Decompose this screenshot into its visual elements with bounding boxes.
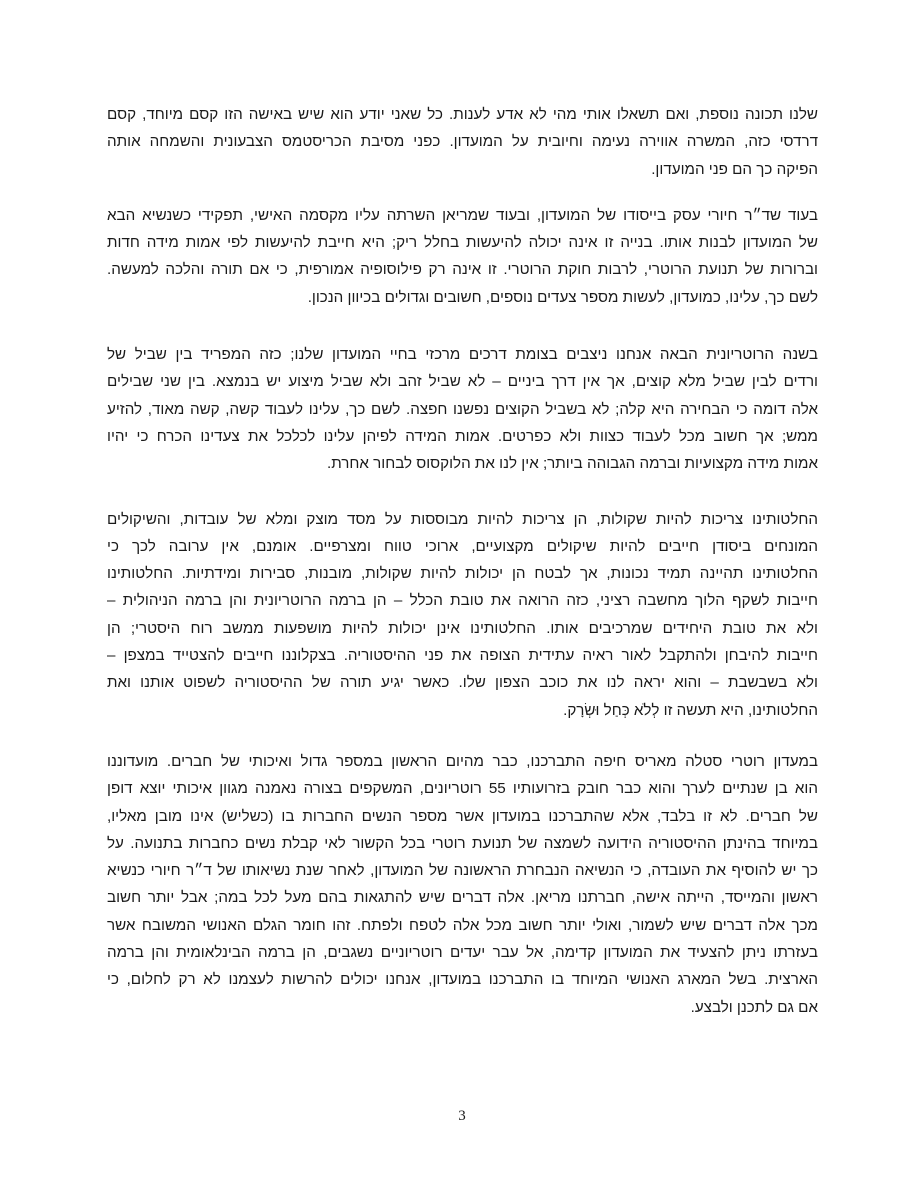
text-line: אמות מידה מקצועיות וברמה הגבוהה ביותר; אין לנו את הלוקסוס לבחור אחרת. [327, 455, 818, 473]
text-line: חייבות לשקף הלוך מחשבה רציני, כזה הרואה את טובת הכלל – הן ברמה הרוטריונית והן ברמה הניהולית – [107, 592, 818, 610]
text-line: החלטותינו צריכות להיות שקולות, הן צריכות להיות מבוססות על מסד מוצק ומלא של עובדות, והשיקולים [107, 510, 818, 528]
text-line: שלנו תכונה נוספת, ואם תשאלו אותי מהי לא אדע לענות. כל שאני יודע הוא שיש באישה הזו קסם מיוחד, קסם [107, 106, 818, 123]
text-line: מכך אלה דברים שיש לשמור, ואולי יותר חשוב מכל אלה לטפח ולפתח. זהו חומר הגלם האנושי המשובח אשר [107, 916, 818, 934]
text-line: בשנה הרוטריונית הבאה אנחנו ניצבים בצומת דרכים מרכזי בחיי המועדון שלנו; כזה המפריד בין שביל של [107, 346, 818, 364]
paragraph [107, 202, 818, 311]
text-line: לשם כך, עלינו, כמועדון, לעשות מספר צעדים נוספים, חשובים וגדולים בכיוון הנכון. [307, 288, 818, 306]
paragraph [107, 748, 818, 1021]
text-line: החלטותינו תהיינה תמיד נכונות, אך לבטח הן יכולות להיות שקולות, מובנות, סבירות ומידתיות. החלטותינו [107, 565, 818, 583]
document-page [107, 101, 818, 1040]
text-line: כך יש להוסיף את העובדה, כי הנשיאה הנבחרת הראשונה של המועדון, לאחר שנת נשיאותו של ד״ר חיורי כנשיא [107, 862, 818, 880]
paragraph [107, 101, 818, 183]
paragraph [107, 341, 818, 477]
page-number: 3 [458, 1108, 466, 1124]
text-line: ממש; אך חשוב מכל לעבוד כצוות ולא כפרטים. אמות המידה לפיהן עלינו לכלכל את צעדינו הכרח כי יהיו [107, 427, 818, 445]
text-line: ולא בשבשבת – והוא יראה לנו את כוכב הצפון שלו. כאשר יגיע תורה של ההיסטוריה לשפוט אותנו ואת [107, 674, 818, 692]
text-line: במעדון רוטרי סטלה מאריס חיפה התברכנו, כבר מהיום הראשון במספר גדול ואיכותי של חברים. מועדוננו [107, 752, 818, 770]
text-line: בעוד שד״ר חיורי עסק בייסודו של המועדון, ובעוד שמריאן השרתה עליו מקסמה האישי, תפקידי כשנשיא הבא [107, 206, 818, 224]
paragraph [107, 506, 818, 724]
text-line: הארצית. בשל המארג האנושי המיוחד בו התברכנו במועדון, אנחנו יכולים להרשות לעצמנו לא רק לחלום, כי [107, 971, 818, 989]
text-line: של המועדון לבנות אותו. בנייה זו אינה יכולה להיעשות בחלל ריק; היא חייבת להיעשות לפי אמות מידה חדות [107, 234, 818, 252]
text-line: דרדסי כזה, המשרה אווירה נעימה וחיובית על המועדון. כפני מסיבת הכריסטמס הצבעונית והשמחה אותה [107, 133, 818, 151]
text-line: בעזרתו ניתן להצעיד את המועדון קדימה, אל עבר יעדים רוטריוניים נשגבים, הן ברמה הבינלאומית והן ברמה [107, 944, 818, 962]
text-line: חייבות להיבחן ולהתקבל לאור ראיה עתידית הצופה את פני ההיסטוריה. בצקלוננו חייבים להצטייד במצפן – [107, 647, 818, 665]
text-line: ולא את טובת היחידים שמרכיבים אותו. החלטותינו אינן יכולות להיות מושפעות ממשב רוח היסטרי; הן [107, 619, 818, 637]
text-line: אלה דומה כי הבחירה היא קלה; לא בשביל הקוצים נפשנו חפצה. לשם כך, עלינו לעבוד קשה, קשה מאוד, להזיע [107, 400, 818, 418]
text-line: המונחים ביסודן חייבים להיות שיקולים מקצועיים, ארוכי טווח ומצרפיים. אומנם, אין ערובה לכך כי [107, 537, 818, 555]
text-line: הוא בן שנתיים לערך והוא כבר חובק בזרועותיו 55 רוטריונים, המשקפים בצורה נאמנה מגוון איכותי יוצא דופן [107, 780, 818, 798]
text-line: ורדים לבין שביל מלא קוצים, אך אין דרך ביניים – לא שביל זהב ולא שביל מיצוע יש בנמצא. בין שני שבילים [107, 373, 818, 391]
text-line: הפיקה כך הם פני המועדון. [651, 160, 818, 178]
text-line: במיוחד בהינתן ההיסטוריה הידועה לשמצה של תנועת רוטרי בכל הקשור לאי קבלת נשים כחברות בתנועה. על [107, 834, 818, 852]
text-line: אם גם לתכנן ולבצע. [690, 998, 818, 1016]
text-line: של חברים. לא זו בלבד, אלא שהתברכנו במועדון אשר מספר הנשים החברות בו (כשליש) אינו מובן מאליו, [107, 807, 818, 825]
text-line: ראשון והמייסד, הייתה אישה, חברתנו מריאן. אלה דברים שיש להתגאות בהם מעל לכל במה; אבל יותר חשוב [107, 889, 818, 907]
text-line: החלטותינו, היא תעשה זו לְלֹא כְּחַל וּשְׂרָק. [563, 701, 818, 719]
text-line: וברורות של תנועת הרוטרי, לרבות חוקת הרוטרי. זו אינה רק פילוסופיה אמורפית, כי אם תורה והלכה למעשה. [107, 261, 818, 279]
